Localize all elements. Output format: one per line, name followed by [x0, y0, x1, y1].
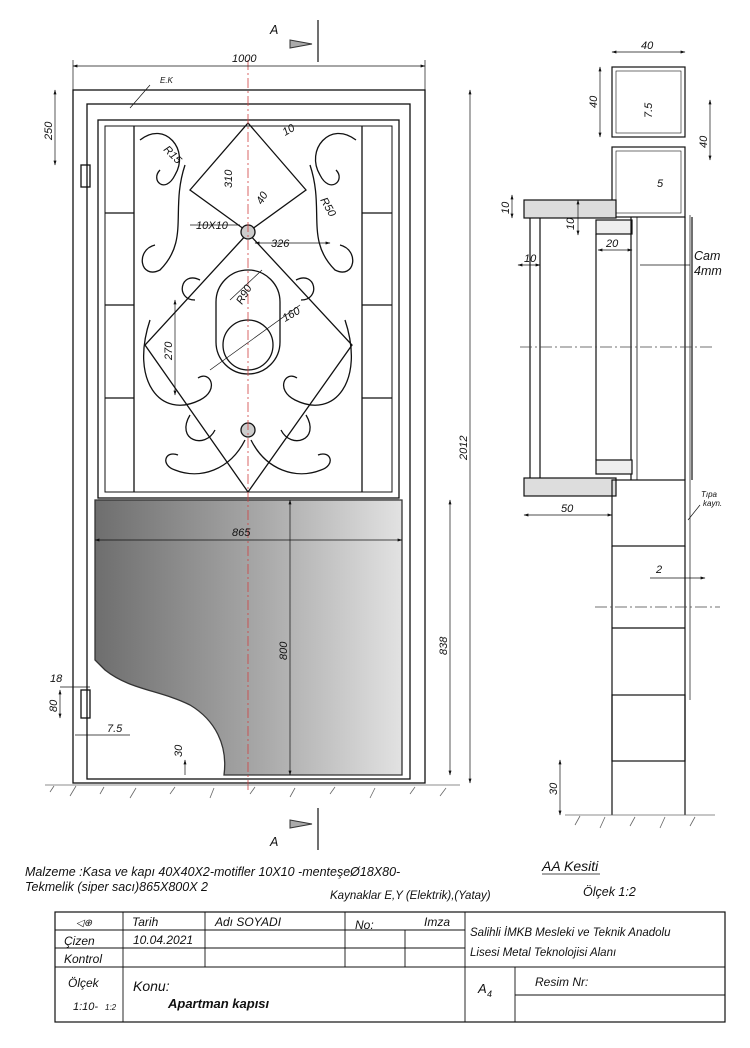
tb-scale-value: 1:10-: [73, 1001, 99, 1013]
dim-overall-width: 1000: [232, 53, 257, 65]
sec-glass-thk: 4mm: [694, 264, 722, 278]
section-glass-strip-top: [524, 200, 616, 218]
section-frame-bottom: [612, 695, 685, 761]
dim-r15: R15: [160, 143, 184, 167]
sec-dim-30: 30: [548, 782, 560, 795]
scroll-top-right: [315, 133, 356, 184]
dim-7-5: 7.5: [107, 723, 123, 735]
sec-dim-5: 5: [657, 178, 664, 190]
section-marker-bottom: [269, 808, 318, 850]
dim-310: 310: [223, 169, 235, 188]
tb-check-label: Kontrol: [64, 952, 103, 966]
sec-dim-2: 2: [656, 564, 663, 576]
sec-glass-label: Cam: [694, 249, 721, 263]
material-line-1: Malzeme :Kasa ve kapı 40X40X2-motifler 10X10 -menteşeØ18X80-: [25, 865, 401, 879]
tb-sign-label: Imza: [424, 915, 451, 929]
dim-326: 326: [271, 238, 290, 250]
dim-bottom-height: 838: [438, 636, 450, 655]
dim-160: 160: [280, 305, 303, 325]
section-frame-top: [612, 67, 685, 137]
door-leaf-upper: [98, 120, 399, 498]
hinge-top: [81, 165, 90, 187]
sec-tip-2: kayn.: [703, 499, 723, 508]
projection-symbol: ◁⊕: [76, 918, 93, 929]
tb-drawn-date: 10.04.2021: [133, 933, 194, 947]
tb-drawing-no-label: Resim Nr:: [535, 975, 589, 989]
dim-r50: R50: [317, 195, 338, 219]
section-dimensions: [512, 52, 710, 815]
dim-top-offset: 250: [43, 121, 55, 140]
tb-no-label: No:: [355, 918, 374, 932]
section-title: AA Kesiti: [542, 858, 599, 874]
dim-40: 40: [254, 189, 271, 207]
section-marker-top: [269, 20, 318, 62]
section-scale: Ölçek 1:2: [583, 885, 636, 899]
sec-tip-1: Tıpa: [701, 490, 718, 499]
dim-10x10: 10X10: [196, 220, 228, 232]
tb-subject-value: Apartman kapısı: [168, 996, 270, 1011]
section-letter-top: A: [270, 23, 279, 37]
floor-front: [45, 785, 460, 798]
dim-r90: R90: [234, 283, 255, 307]
tb-drawn-label: Çizen: [64, 934, 95, 948]
tb-scale-value-2: 1:2: [105, 1003, 117, 1012]
dim-10: 10: [280, 122, 298, 139]
dim-270: 270: [163, 341, 175, 360]
dim-80: 80: [48, 699, 60, 712]
section-view: [520, 67, 723, 815]
section-leaf-top: [612, 147, 685, 217]
tb-school-line-2: Lisesi Metal Teknolojisi Alanı: [470, 947, 617, 959]
dim-weld-mark: E.K: [160, 76, 173, 85]
tb-name-label: Adı SOYADI: [215, 915, 282, 929]
dim-plate-height: 800: [278, 641, 290, 660]
section-dimension-labels: [500, 40, 722, 795]
tb-sheet-size: A: [478, 981, 487, 996]
tb-date-label: Tarih: [132, 915, 159, 929]
section-leaf-bottom: [612, 480, 685, 546]
front-view: [73, 60, 425, 790]
floor-section: [565, 815, 715, 828]
kick-plate: [95, 500, 402, 775]
tb-sheet-sub: 4: [487, 989, 493, 999]
sec-dim-20: 20: [606, 238, 619, 250]
tb-school-line-1: Salihli İMKB Mesleki ve Teknik Anadolu: [470, 927, 671, 939]
tb-scale-label: Ölçek: [68, 976, 99, 990]
dim-overall-height: 2012: [458, 435, 470, 460]
dim-plate-width: 865: [232, 527, 251, 539]
sec-dim-h40: 40: [588, 95, 600, 108]
sec-dim-7-5: 7.5: [643, 102, 655, 118]
material-line-2: Tekmelik (siper sacı)865X800X 2: [25, 880, 208, 894]
section-letter-bottom: A: [270, 835, 279, 849]
weld-note: Kaynaklar E,Y (Elektrik),(Yatay): [330, 890, 491, 902]
sec-dim-w40: 40: [641, 40, 654, 52]
sec-dim-10c: 10: [524, 253, 537, 265]
hinge-bottom: [81, 690, 90, 718]
sec-dim-10a: 10: [500, 201, 512, 214]
sec-dim-50: 50: [561, 503, 574, 515]
tb-subject-label: Konu:: [133, 978, 170, 994]
sec-dim-10b: 10: [565, 217, 577, 230]
notes: [25, 858, 636, 902]
dim-30: 30: [173, 744, 185, 757]
motif-large-diamond: [145, 233, 352, 492]
sec-dim-r40: 40: [698, 135, 710, 148]
dim-18: 18: [50, 673, 63, 685]
